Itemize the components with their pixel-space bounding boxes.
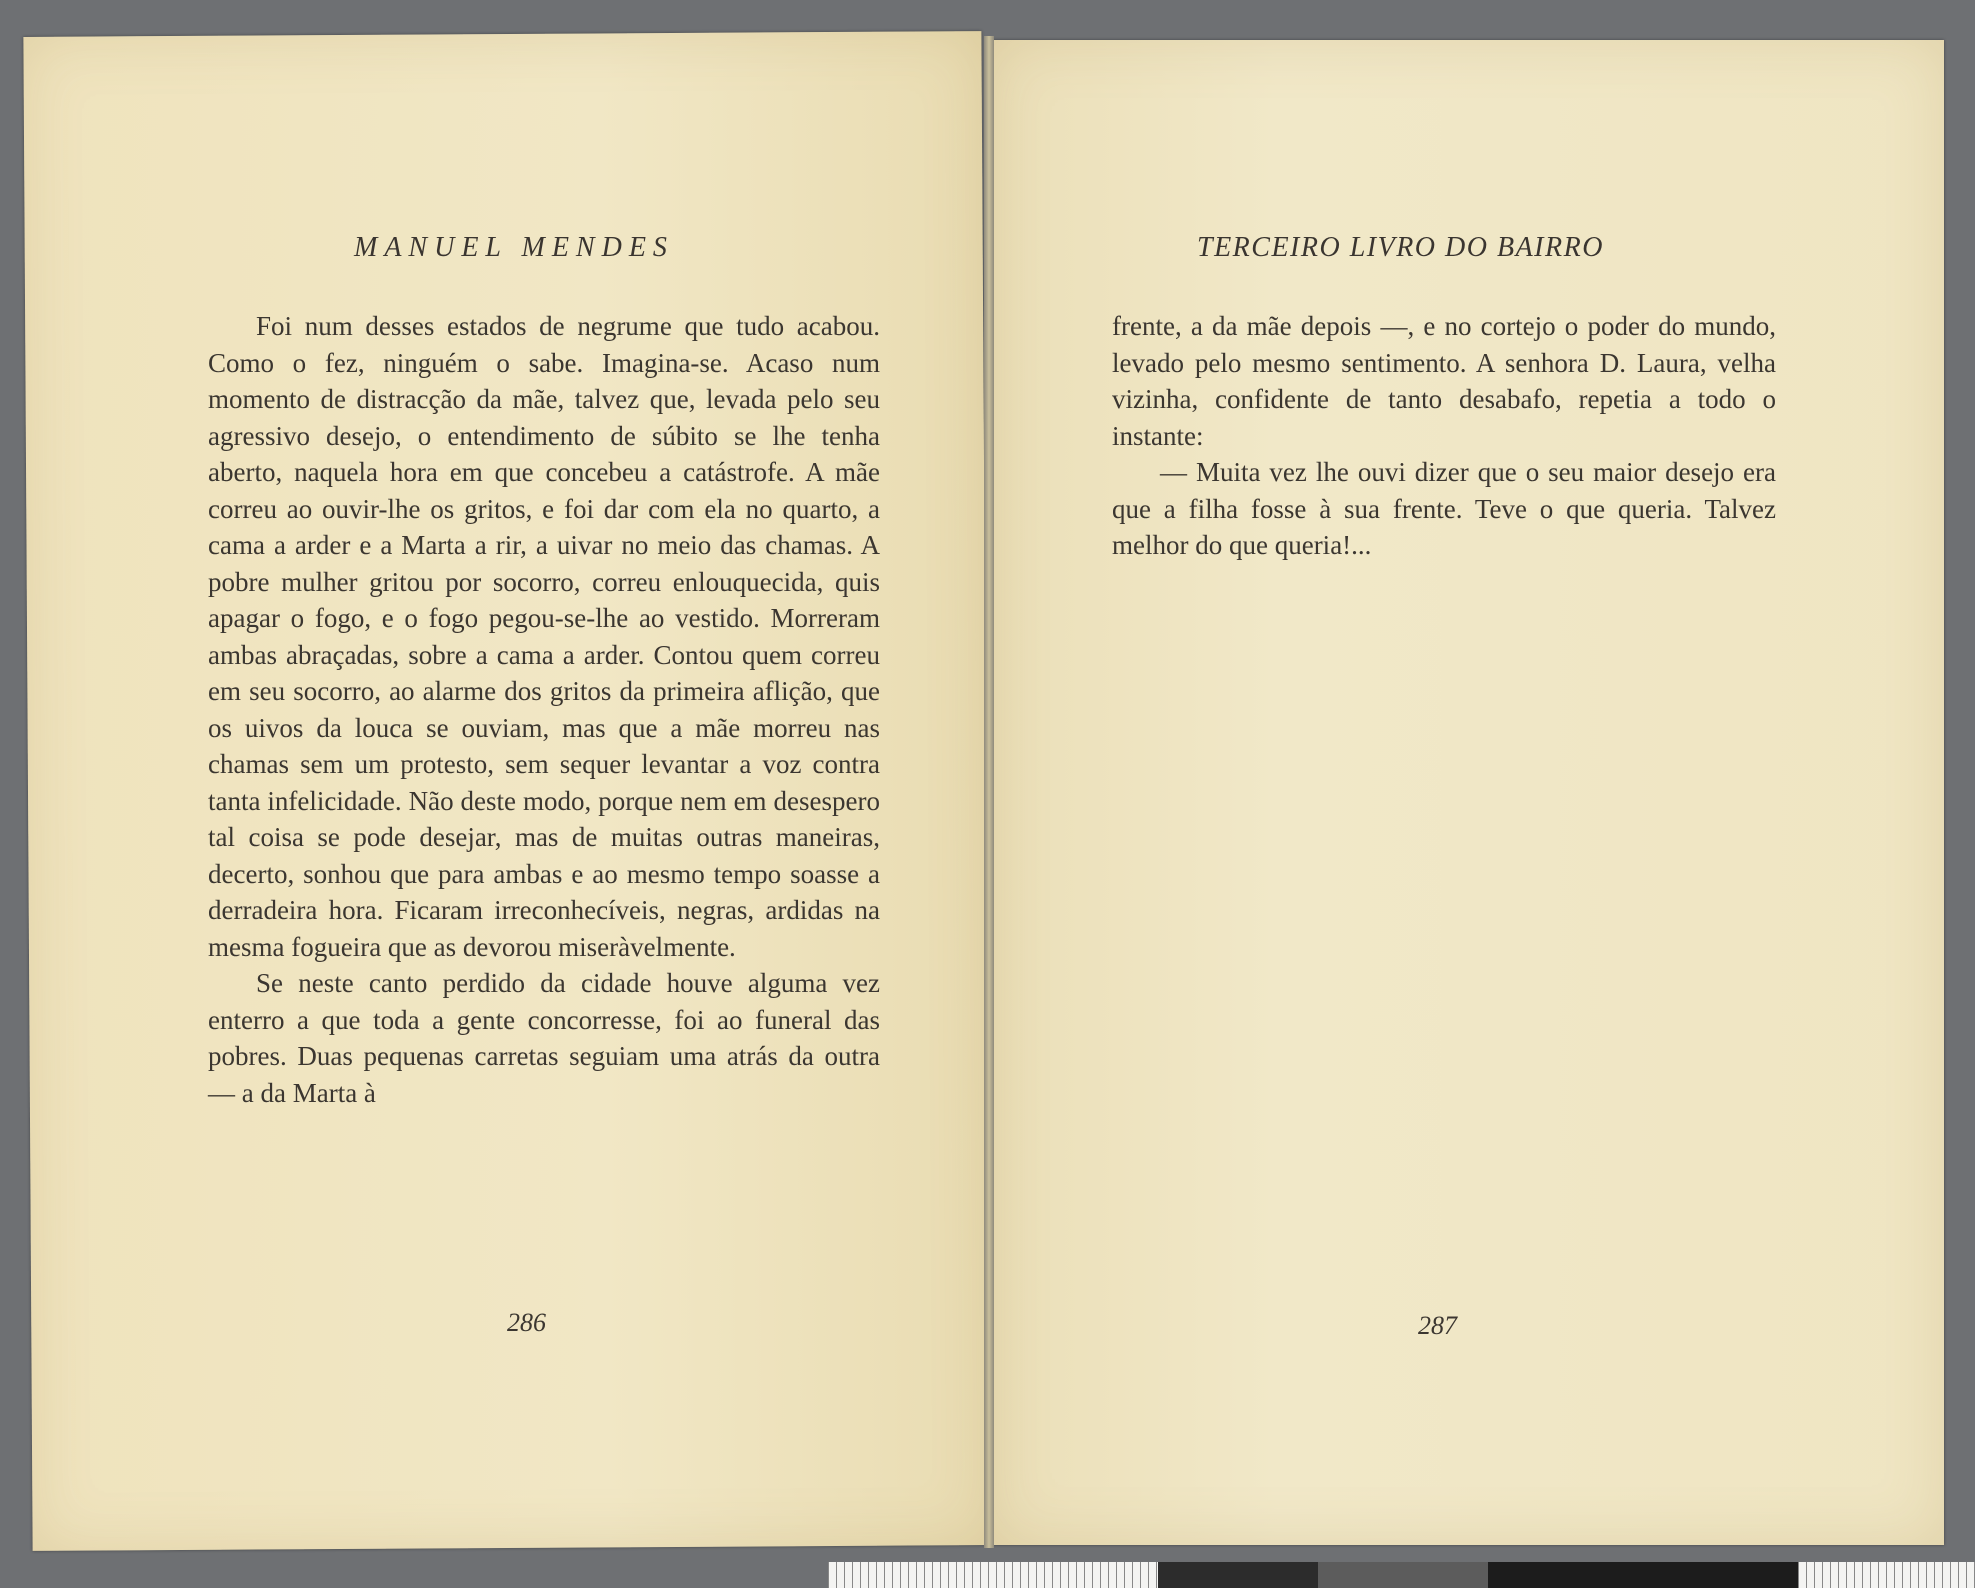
right-page	[992, 40, 1944, 1545]
right-paragraph-2: — Muita vez lhe ouvi dizer que o seu maior desejo era que a filha fosse à sua frente. Teve o que queria. Talvez melhor do que queria!...	[1112, 457, 1776, 560]
scale-ruler	[828, 1562, 1975, 1588]
right-page-body	[1112, 308, 1776, 564]
left-paragraph-2: Se neste canto perdido da cidade houve alguma vez enterro a que toda a gente concorresse, foi ao funeral das pobres. Duas pequenas carretas seguiam uma atrás da outra — a da Marta à	[208, 968, 880, 1108]
ruler-ticks-left	[828, 1562, 1158, 1588]
book-gutter	[984, 36, 994, 1548]
left-paragraph-1: Foi num desses estados de negrume que tudo acabou. Como o fez, ninguém o sabe. Imagina-se. Acaso num momento de distracção da mãe, talvez que, levada pelo seu agressivo desejo, o entendimento de súbito se lhe tenha aberto, naquela hora em que concebeu a catástrofe. A mãe correu ao ouvir-lhe os gritos, e foi dar com ela no quarto, a cama a arder e a Marta a rir, a uivar no meio das chamas. A pobre mulher gritou por socorro, correu enlouquecida, quis apagar o fogo, e o fogo pegou-se-lhe ao vestido. Morreram ambas abraçadas, sobre a cama a arder. Contou quem correu em seu socorro, ao alarme dos gritos da primeira aflição, que os uivos da louca se ouviam, mas que a mãe morreu nas chamas sem um protesto, sem sequer levantar a voz contra tanta infelicidade. Não deste modo, porque nem em desespero tal coisa se pode desejar, mas de muitas outras maneiras, decerto, sonhou que para ambas e ao mesmo tempo soasse a derradeira hora. Ficaram irreconhecíveis, negras, ardidas na mesma fogueira que as devorou miseràvelmente.	[208, 311, 880, 962]
right-page-number: 287	[1418, 1311, 1457, 1340]
left-running-head: MANUEL MENDES	[354, 232, 674, 263]
right-running-head: TERCEIRO LIVRO DO BAIRRO	[1197, 232, 1604, 263]
ruler-dark-block	[1158, 1562, 1318, 1588]
ruler-black-block	[1488, 1562, 1798, 1588]
ruler-ticks-right	[1798, 1562, 1975, 1588]
left-page-number: 286	[507, 1308, 546, 1337]
right-paragraph-1: frente, a da mãe depois —, e no cortejo o poder do mundo, levado pelo mesmo sentimento. A senhora D. Laura, velha vizinha, confidente de tanto desabafo, repetia a todo o instante:	[1112, 311, 1776, 451]
ruler-grey-block	[1318, 1562, 1488, 1588]
left-page-body	[208, 308, 880, 1111]
